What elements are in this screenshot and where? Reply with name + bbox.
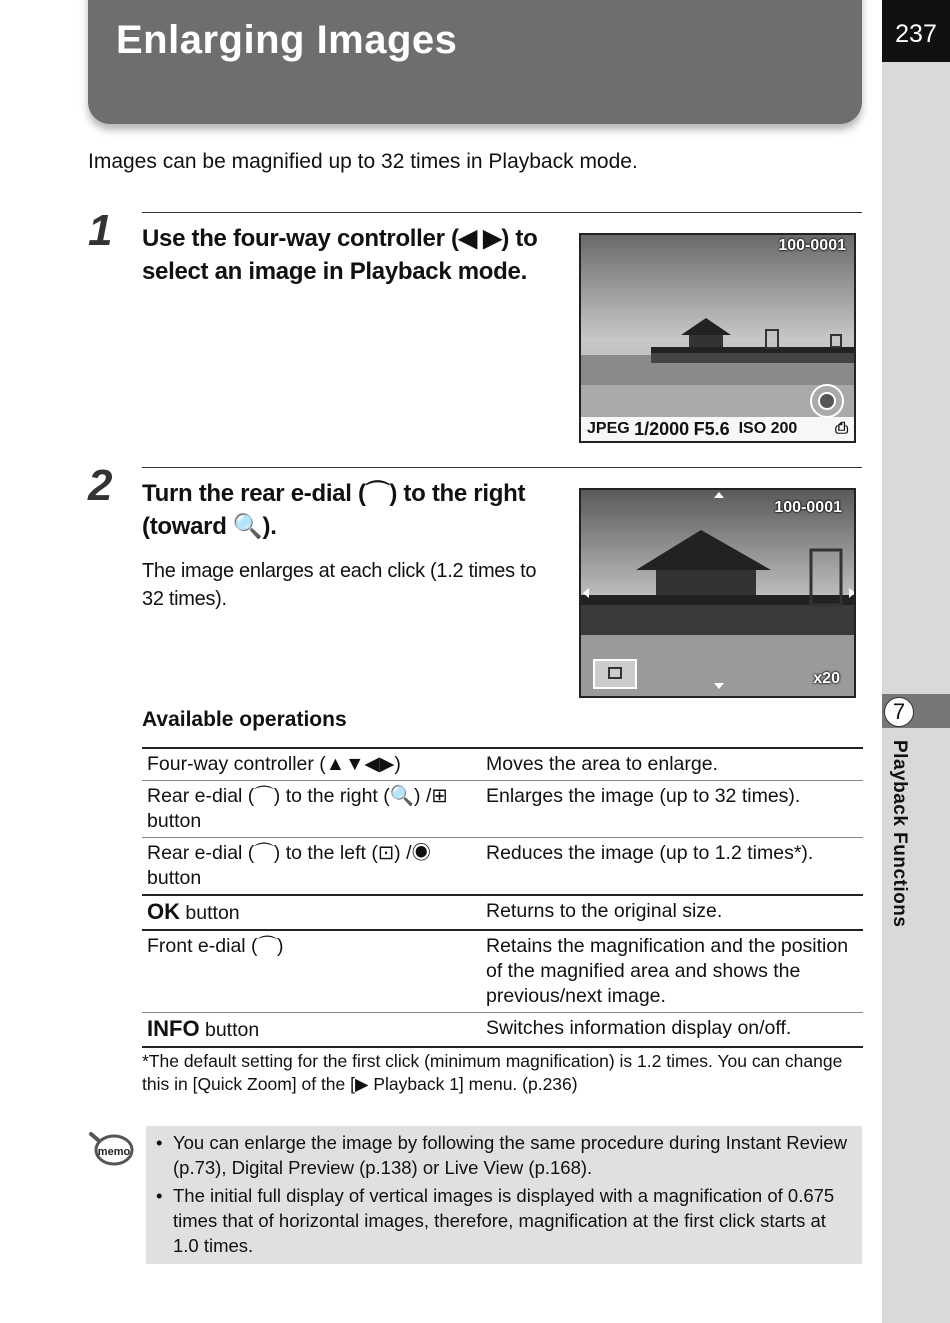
intro-text: Images can be magnified up to 32 times in Playback mode. bbox=[88, 150, 638, 173]
info-key: INFO bbox=[147, 1016, 200, 1041]
control-cell: Rear e-dial (⌒) to the right (🔍) /⊞ button bbox=[142, 781, 481, 838]
shutter-speed: 1/2000 bbox=[634, 418, 690, 439]
page-number: 237 bbox=[882, 0, 950, 62]
step-1-number: 1 bbox=[88, 206, 113, 255]
control-suffix: button bbox=[180, 902, 240, 924]
control-cell: Rear e-dial (⌒) to the left (⊡) /◉ button bbox=[142, 838, 481, 896]
action-cell: Enlarges the image (up to 32 times). bbox=[481, 781, 863, 838]
side-bar bbox=[882, 0, 950, 1323]
control-cell bbox=[142, 895, 481, 930]
playback-screen bbox=[579, 233, 856, 443]
zoomed-photo bbox=[581, 490, 856, 698]
memo-box bbox=[146, 1126, 862, 1264]
zoom-screen bbox=[579, 488, 856, 698]
chapter-label: Playback Functions bbox=[889, 740, 910, 928]
action-cell: Moves the area to enlarge. bbox=[481, 748, 863, 781]
shooting-info-bar bbox=[581, 417, 854, 441]
table-row bbox=[142, 781, 863, 838]
list-item: • The initial full display of vertical images is displayed with a magnification of 0.675 times that of horizontal images, therefore, magnification at the first click starts at 1.0 times. bbox=[154, 1183, 852, 1258]
ok-key: OK bbox=[147, 899, 180, 924]
table-row bbox=[142, 1013, 863, 1048]
table-row bbox=[142, 895, 863, 930]
table-row bbox=[142, 838, 863, 896]
table-row bbox=[142, 748, 863, 781]
action-cell: Returns to the original size. bbox=[481, 895, 863, 930]
iso: ISO 200 bbox=[738, 420, 798, 437]
control-cell bbox=[142, 1013, 481, 1048]
action-cell: Switches information display on/off. bbox=[481, 1013, 863, 1048]
memo-icon bbox=[88, 1130, 134, 1168]
step-1-rule bbox=[142, 212, 862, 213]
operations-heading: Available operations bbox=[142, 708, 347, 731]
footnote: *The default setting for the first click (minimum magnification) is 1.2 times. You can change this in [Quick Zoom] of the [▶ Playback 1] menu. (p.236) bbox=[142, 1051, 843, 1094]
control-cell: Four-way controller (▲▼◀▶) bbox=[142, 748, 481, 781]
list-item: • You can enlarge the image by following the same procedure during Instant Review (p.73), Digital Preview (p.138) or Live View (p.168). bbox=[154, 1130, 852, 1180]
action-cell: Reduces the image (up to 1.2 times*). bbox=[481, 838, 863, 896]
file-number: 100-0001 bbox=[778, 237, 846, 254]
format-label: JPEG bbox=[587, 420, 630, 437]
file-number: 100-0001 bbox=[774, 499, 842, 516]
step-2-body: The image enlarges at each click (1.2 times to 32 times). bbox=[142, 560, 537, 610]
chapter-number: 7 bbox=[884, 697, 914, 727]
action-cell: Retains the magnification and the position of the magnified area and shows the previous/next image. bbox=[481, 930, 863, 1013]
step-2-number: 2 bbox=[88, 461, 113, 510]
table-row bbox=[142, 930, 863, 1013]
memo-list bbox=[154, 1130, 852, 1258]
operations-table bbox=[142, 747, 863, 1048]
aperture: F5.6 bbox=[693, 418, 730, 439]
memo-label: memo bbox=[97, 1146, 131, 1158]
step-2-rule bbox=[142, 467, 862, 468]
control-suffix: button bbox=[199, 1019, 260, 1041]
step-2-heading: Turn the rear e-dial (⌒) to the right (toward 🔍). bbox=[142, 480, 526, 540]
zoom-ratio: x20 bbox=[813, 670, 840, 687]
step-1-heading: Use the four-way controller (◀ ▶) to select an image in Playback mode. bbox=[142, 225, 538, 285]
page-title: Enlarging Images bbox=[116, 18, 458, 62]
control-cell: Front e-dial (⌒) bbox=[142, 930, 481, 1013]
print-icon: ⎙ bbox=[835, 420, 848, 437]
seascape-photo bbox=[581, 235, 856, 443]
